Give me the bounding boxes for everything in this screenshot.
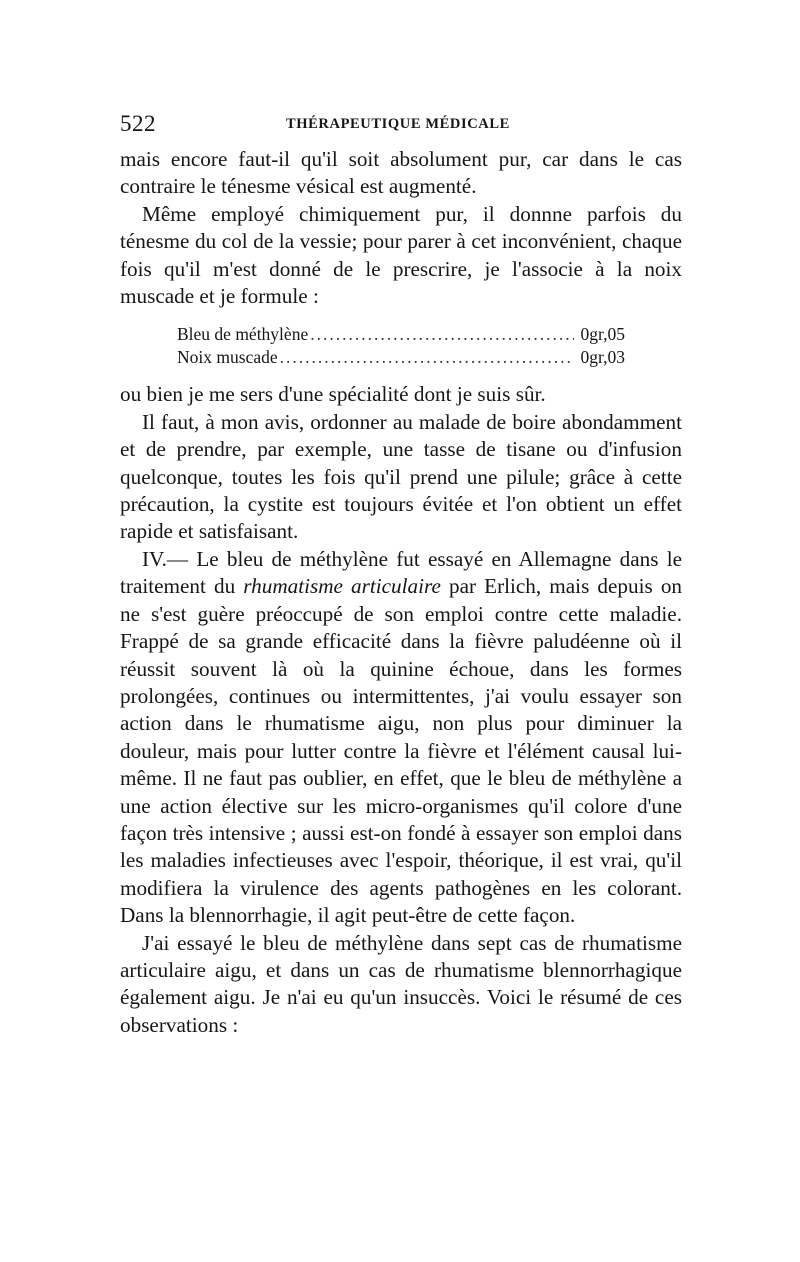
leader-dots <box>280 346 575 369</box>
formula-row <box>177 323 625 346</box>
paragraph-prescription-intro: Même employé chimiquement pur, il donnne parfois du ténesme du col de la vessie; pour parer à cet inconvénient, chaque fois qu'il m'est donné de le prescrire, je l'associe à la noix muscade et je formule : <box>120 201 682 309</box>
paragraph-advice: Il faut, à mon avis, ordonner au malade de boire abondamment et de prendre, par exemple, une tasse de tisane ou d'infusion quelconque, toutes les fois qu'il prend une pilule; grâce à cette précaution, la cystite est toujours évitée et l'on obtient un effet rapide et satisfaisant. <box>120 409 682 544</box>
paragraph-cases: J'ai essayé le bleu de méthylène dans sept cas de rhumatisme articulaire aigu, et dans un cas de rhumatisme blennorrhagique également aigu. Je n'ai eu qu'un insuccès. Voici le résumé de ces observations : <box>120 930 682 1037</box>
prescription-formula <box>177 323 625 368</box>
page-number: 522 <box>120 111 156 136</box>
paragraph-rheumatism <box>120 546 682 930</box>
page-header <box>120 111 682 143</box>
formula-dose: 0gr,05 <box>580 324 625 345</box>
formula-row <box>177 346 625 369</box>
running-title: THÉRAPEUTIQUE MÉDICALE <box>286 116 510 132</box>
formula-ingredient: Bleu de méthylène <box>177 324 309 345</box>
paragraph-continuation: mais encore faut-il qu'il soit absolument pur, car dans le cas contraire le ténesme vésical est augmenté. <box>120 147 682 199</box>
paragraph-text: par Erlich, mais depuis on ne s'est guère préoccupé de son emploi contre cette maladie. Frappé de sa grande efficacité dans la fièvre paludéenne où il réussit souvent là où la quinine échoue, dans les formes prolongées, continues ou intermittentes, j'ai voulu essayer son action dans le rhumatisme aigu, non plus pour diminuer la douleur, mais pour lutter contre la fièvre et l'élément causal lui-même. Il ne faut pas oublier, en effet, que le bleu de méthylène a une action élective sur les micro-organismes qu'il colore d'une façon très intensive ; aussi est-on fondé à essayer son emploi dans les maladies infectieuses avec l'espoir, théorique, il est vrai, qu'il modifiera la virulence des agents pathogènes en les colorant. Dans la blennorrhagie, il agit peut-être de cette façon. <box>120 574 683 928</box>
paragraph-text: IV.— Le bleu de méthylène fut essayé en Allemagne dans le traitement du <box>120 546 682 599</box>
leader-dots <box>310 323 574 346</box>
body-text <box>120 146 682 1039</box>
paragraph-specialty: ou bien je me sers d'une spécialité dont je suis sûr. <box>120 382 546 407</box>
formula-ingredient: Noix muscade <box>177 346 278 367</box>
formula-dose: 0gr,03 <box>580 346 625 367</box>
italic-term: rhumatisme articulaire <box>243 574 441 599</box>
